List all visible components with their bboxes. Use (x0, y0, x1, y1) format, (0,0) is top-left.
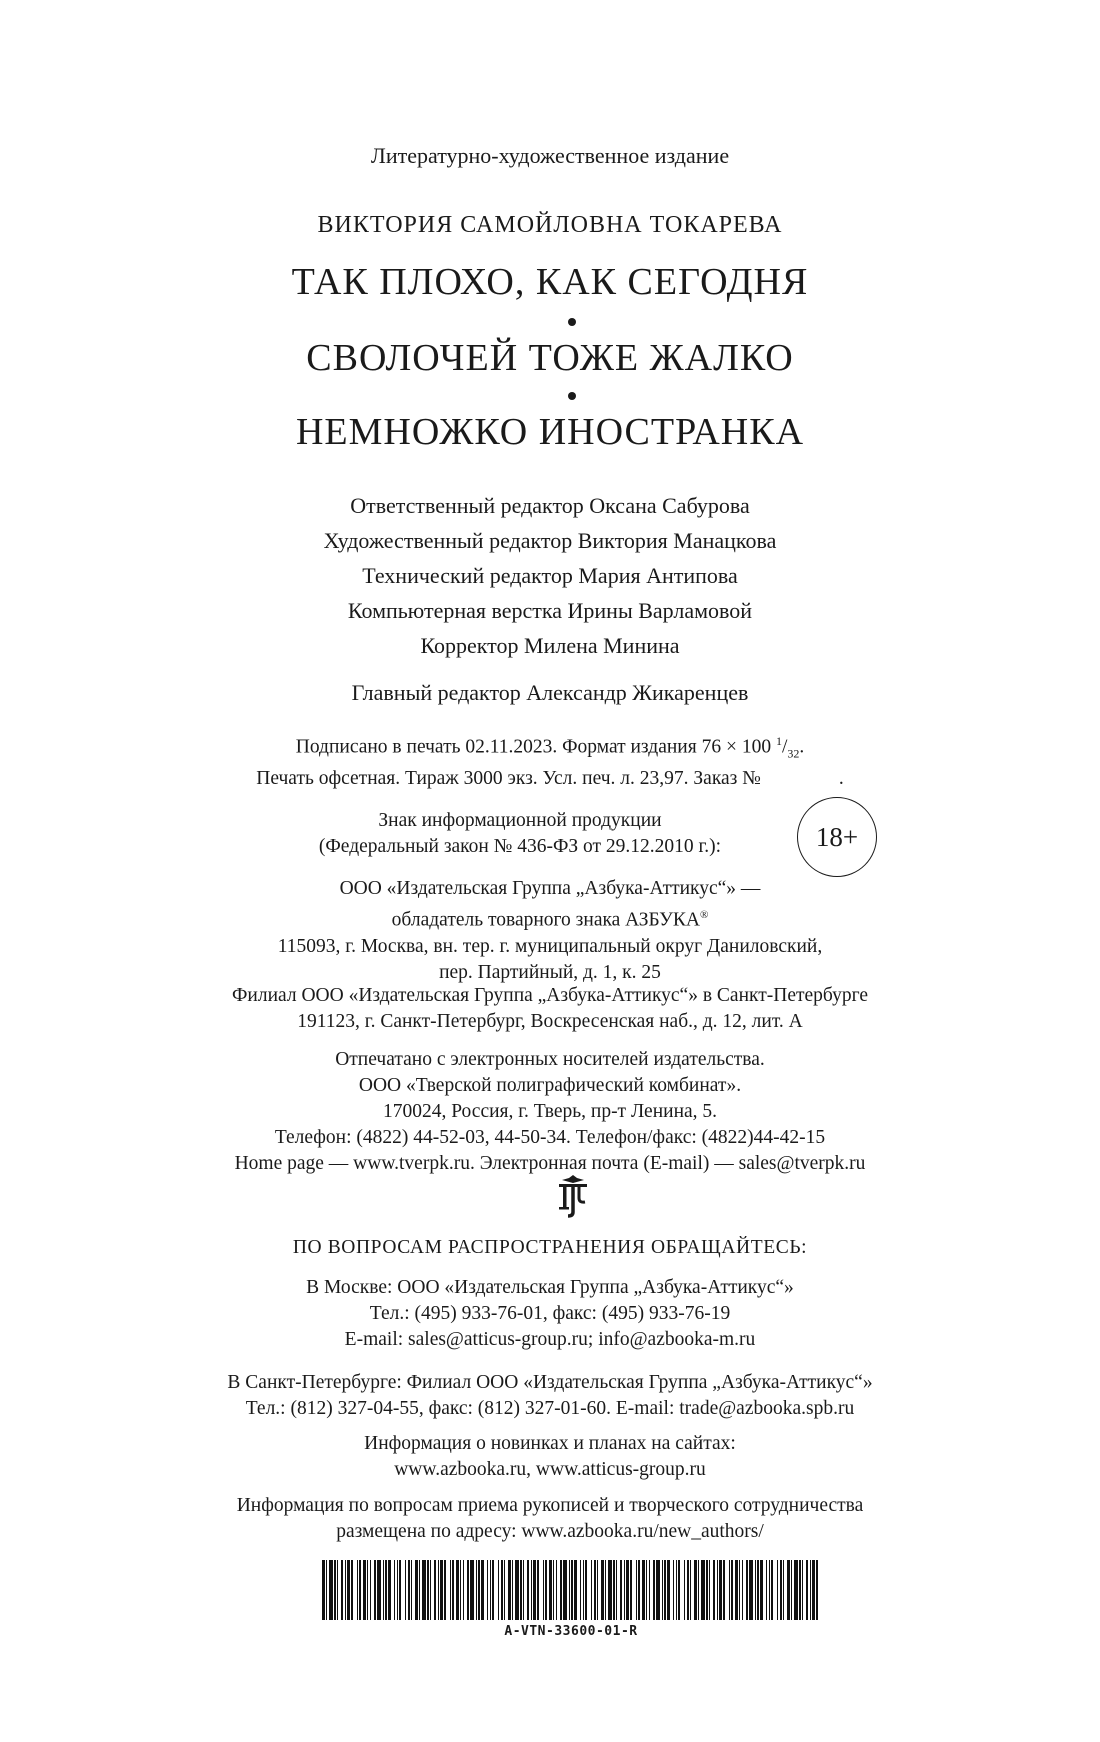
barcode-bar (802, 1560, 803, 1620)
barcode-bar (626, 1560, 629, 1620)
credit-line: Компьютерная верстка Ирины Варламовой (347, 598, 753, 623)
barcode-bar (450, 1560, 451, 1620)
barcode-bar (508, 1560, 511, 1620)
moscow-contacts (0, 1275, 1100, 1353)
barcode-bar (490, 1560, 491, 1620)
barcode-bar (515, 1560, 519, 1620)
barcode-bar (388, 1560, 391, 1620)
barcode-bar (571, 1560, 573, 1620)
distribution-heading: ПО ВОПРОСАМ РАСПРОСТРАНЕНИЯ ОБРАЩАЙТЕСЬ: (292, 1237, 808, 1258)
barcode-bar (739, 1560, 740, 1620)
barcode-bar (556, 1560, 557, 1620)
barcode-bar (456, 1560, 459, 1620)
barcode-bar (422, 1560, 426, 1620)
barcode-bar (326, 1560, 327, 1620)
barcode-bar (713, 1560, 715, 1620)
barcode-icon (322, 1560, 820, 1620)
barcode-bar (742, 1560, 743, 1620)
branch-line: 191123, г. Санкт-Петербург, Воскресенская наб., д. 12, лит. А (297, 1011, 803, 1032)
barcode-bar (523, 1560, 524, 1620)
barcode-bar (810, 1560, 811, 1620)
barcode-bar (766, 1560, 767, 1620)
barcode-bar (549, 1560, 552, 1620)
barcode-bar (656, 1560, 660, 1620)
barcode-bar (408, 1560, 410, 1620)
barcode-bar (694, 1560, 697, 1620)
barcode-bar (729, 1560, 730, 1620)
barcode-bar (341, 1560, 343, 1620)
print-line-1: Подписано в печать 02.11.2023. Формат издания 76 × 100 $^1/_{32}$. (295, 734, 805, 761)
barcode-bar (594, 1560, 596, 1620)
barcode-bar (787, 1560, 790, 1620)
author-name: ВИКТОРИЯ САМОЙЛОВНА ТОКАРЕВА (317, 212, 783, 238)
barcode-bar (755, 1560, 756, 1620)
barcode-bar (684, 1560, 685, 1620)
barcode-bar (746, 1560, 748, 1620)
barcode-bar (735, 1560, 738, 1620)
barcode-bar (501, 1560, 503, 1620)
publisher-line: 115093, г. Москва, вн. тер. г. муниципальный округ Даниловский, (277, 935, 823, 957)
branch-block (0, 983, 1100, 1035)
sites-block (0, 1431, 1100, 1483)
barcode-bar (492, 1560, 494, 1620)
moscow-line: В Москве: ООО «Издательская Группа „Азбука-Аттикус“» (306, 1277, 794, 1298)
barcode-bar (467, 1560, 469, 1620)
barcode-bar (597, 1560, 598, 1620)
barcode-bar (608, 1560, 612, 1620)
barcode-bar (563, 1560, 567, 1620)
barcode-bar (560, 1560, 562, 1620)
barcode-bar (498, 1560, 499, 1620)
barcode-bar (638, 1560, 640, 1620)
barcode-bar (452, 1560, 454, 1620)
credits-block (0, 488, 1100, 663)
credit-line: Ответственный редактор Оксана Сабурова (350, 493, 750, 518)
barcode-bar (769, 1560, 770, 1620)
barcode-bar (777, 1560, 778, 1620)
barcode-bar (780, 1560, 782, 1620)
barcode-bar (520, 1560, 522, 1620)
barcode-bar (411, 1560, 412, 1620)
spb-line: Тел.: (812) 327-04-55, факс: (812) 327-01-60. E-mail: trade@azbooka.spb.ru (245, 1398, 855, 1419)
barcode-bar (370, 1560, 371, 1620)
barcode-bar (673, 1560, 674, 1620)
manuscripts-block (0, 1493, 1100, 1545)
bullet-separator (568, 318, 576, 326)
age-rating-text: Знак информационной продукции (Федеральный закон № 436-ФЗ от 29.12.2010 г.): (318, 810, 722, 857)
barcode-bar (783, 1560, 784, 1620)
barcode-bar (351, 1560, 353, 1620)
barcode-bar (794, 1560, 798, 1620)
barcode-bar (334, 1560, 336, 1620)
barcode-bar (329, 1560, 333, 1620)
barcode-bar (545, 1560, 547, 1620)
sites-line: Информация о новинках и планах на сайтах: (364, 1433, 736, 1454)
credit-line: Корректор Милена Минина (420, 633, 680, 658)
barcode-bar (580, 1560, 581, 1620)
credit-line: Технический редактор Мария Антипова (362, 563, 738, 588)
barcode-bar (543, 1560, 544, 1620)
barcode-bar (749, 1560, 753, 1620)
barcode-bar (397, 1560, 398, 1620)
barcode-bar (698, 1560, 699, 1620)
print-line-2: Печать офсетная. Тираж 3000 экз. Усл. печ. л. 23,97. Заказ № . (256, 768, 844, 790)
barcode-bar (636, 1560, 637, 1620)
title-1: ТАК ПЛОХО, КАК СЕГОДНЯ (291, 261, 809, 303)
barcode-bar (394, 1560, 395, 1620)
barcode-bar (591, 1560, 592, 1620)
barcode-bar (430, 1560, 431, 1620)
barcode-bar (415, 1560, 418, 1620)
barcode-bar (706, 1560, 708, 1620)
barcode-bar (667, 1560, 670, 1620)
barcode-bar (812, 1560, 815, 1620)
barcode-bar (463, 1560, 464, 1620)
barcode-bar (585, 1560, 587, 1620)
barcode-bar (731, 1560, 733, 1620)
barcode-bar (816, 1560, 818, 1620)
barcode-bar (757, 1560, 759, 1620)
barcode-bar (359, 1560, 361, 1620)
barcode-bar (470, 1560, 474, 1620)
barcode-bar (383, 1560, 384, 1620)
barcode-bar (478, 1560, 480, 1620)
barcode-label: A-VTN-33600-01-R (504, 1624, 638, 1639)
chief-editor: Главный редактор Александр Жикаренцев (351, 680, 749, 705)
barcode-bar (322, 1560, 325, 1620)
printer-line: ООО «Тверской полиграфический комбинат». (358, 1075, 742, 1096)
barcode-bar (723, 1560, 725, 1620)
printer-logo-icon (553, 1174, 593, 1218)
barcode-bar (385, 1560, 387, 1620)
manuscripts-line: размещена по адресу: www.azbooka.ru/new_authors/ (336, 1521, 764, 1542)
barcode-bar (760, 1560, 763, 1620)
barcode-bar (363, 1560, 366, 1620)
barcode-bar (337, 1560, 338, 1620)
barcode-bar (438, 1560, 439, 1620)
barcode-bar (405, 1560, 406, 1620)
barcode-bar (676, 1560, 677, 1620)
sites-line: www.azbooka.ru, www.atticus-group.ru (394, 1459, 706, 1480)
printer-line: Отпечатано с электронных носителей издательства. (335, 1049, 765, 1070)
spb-contacts (0, 1370, 1100, 1422)
credit-line: Художественный редактор Виктория Манацкова (323, 528, 777, 553)
barcode-bar (427, 1560, 429, 1620)
barcode-bar (642, 1560, 645, 1620)
barcode-bar (690, 1560, 691, 1620)
barcode-bar (537, 1560, 539, 1620)
barcode-bar (345, 1560, 346, 1620)
barcode-bar (687, 1560, 689, 1620)
registered-mark: ® (699, 909, 709, 921)
barcode-bar (533, 1560, 536, 1620)
genre-label: Литературно-художественное издание (370, 143, 730, 168)
spb-line: В Санкт-Петербурге: Филиал ООО «Издательская Группа „Азбука-Аттикус“» (227, 1372, 873, 1393)
barcode-bar (616, 1560, 617, 1620)
barcode-bar (399, 1560, 401, 1620)
barcode-bar (527, 1560, 529, 1620)
publisher-line: пер. Партийный, д. 1, к. 25 (439, 961, 661, 983)
barcode-bar (569, 1560, 570, 1620)
barcode-bar (601, 1560, 604, 1620)
printer-line: Home page — www.tverpk.ru. Электронная почта (E-mail) — sales@tverpk.ru (234, 1153, 866, 1174)
age-rating-badge: 18+ (797, 797, 877, 877)
printer-block (0, 1047, 1100, 1177)
moscow-line: Тел.: (495) 933-76-01, факс: (495) 933-76-19 (369, 1303, 731, 1324)
barcode-bar (664, 1560, 666, 1620)
barcode-bar (347, 1560, 350, 1620)
barcode-bar (613, 1560, 615, 1620)
branch-line: Филиал ООО «Издательская Группа „Азбука-Аттикус“» в Санкт-Петербурге (232, 985, 868, 1006)
publisher-line: обладатель товарного знака АЗБУКА® (391, 909, 709, 931)
barcode-bar (444, 1560, 446, 1620)
bullet-separator (568, 392, 576, 400)
barcode-bar (476, 1560, 477, 1620)
printer-line: 170024, Россия, г. Тверь, пр-т Ленина, 5. (382, 1101, 718, 1122)
barcode-bar (709, 1560, 710, 1620)
barcode-bar (357, 1560, 358, 1620)
publisher-block (0, 876, 1100, 986)
barcode-bar (806, 1560, 808, 1620)
title-2: СВОЛОЧЕЙ ТОЖЕ ЖАЛКО (306, 337, 794, 379)
barcode-bar (701, 1560, 705, 1620)
barcode-bar (460, 1560, 461, 1620)
barcode-bar (605, 1560, 606, 1620)
barcode-bar (531, 1560, 532, 1620)
barcode-bar (440, 1560, 443, 1620)
barcode-bar (630, 1560, 632, 1620)
publisher-line: ООО «Издательская Группа „Азбука-Аттикус“» — (339, 878, 761, 899)
barcode-bar (646, 1560, 647, 1620)
barcode-bar (487, 1560, 488, 1620)
barcode-bar (678, 1560, 680, 1620)
barcode-bar (434, 1560, 436, 1620)
barcode-bar (624, 1560, 625, 1620)
barcode-bar (719, 1560, 722, 1620)
printer-line: Телефон: (4822) 44-52-03, 44-50-34. Телефон/факс: (4822)44-42-15 (274, 1127, 826, 1148)
print-info (0, 728, 1100, 792)
barcode-bar (649, 1560, 650, 1620)
barcode-bar (504, 1560, 505, 1620)
barcode-bar (377, 1560, 381, 1620)
barcode-bar (481, 1560, 484, 1620)
moscow-line: E-mail: sales@atticus-group.ru; info@azbooka-m.ru (344, 1329, 756, 1350)
barcode-bar (653, 1560, 655, 1620)
barcode-bar (367, 1560, 368, 1620)
barcode-bar (620, 1560, 622, 1620)
barcode-bar (574, 1560, 577, 1620)
title-3: НЕМНОЖКО ИНОСТРАНКА (295, 411, 805, 453)
barcode-bar (583, 1560, 584, 1620)
barcode-bar (419, 1560, 420, 1620)
barcode-bar (512, 1560, 513, 1620)
barcode-bar (771, 1560, 773, 1620)
barcode-bar (799, 1560, 801, 1620)
manuscripts-line: Информация по вопросам приема рукописей и творческого сотрудничества (236, 1495, 864, 1516)
barcode-bar (553, 1560, 554, 1620)
barcode-bar (662, 1560, 663, 1620)
barcode-bar (717, 1560, 718, 1620)
barcode-bar (374, 1560, 376, 1620)
barcode-bar (791, 1560, 792, 1620)
